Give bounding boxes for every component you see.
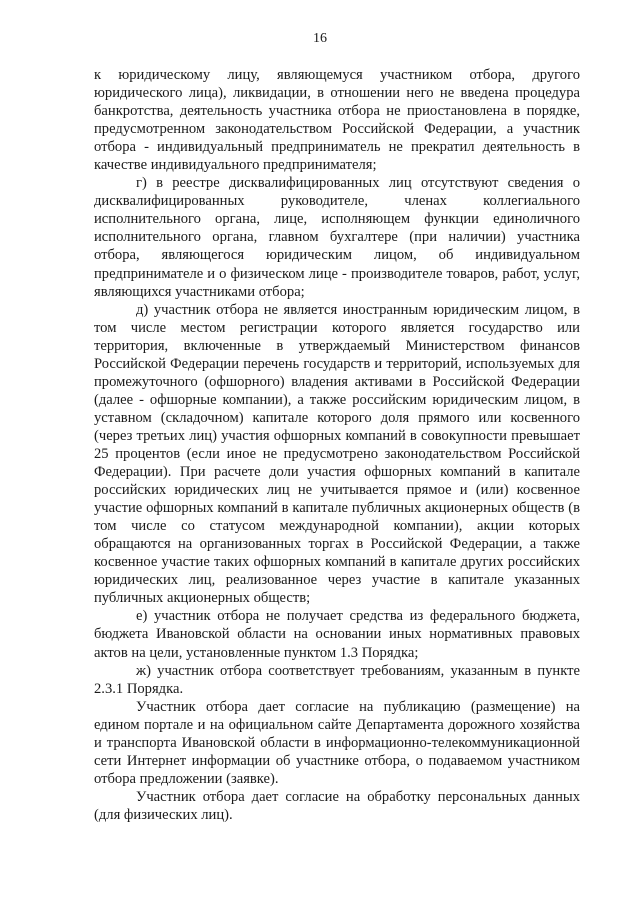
- paragraph-item-g: г) в реестре дисквалифицированных лиц отсутствуют сведения о дисквалифицированных руководителе, членах коллегиального исполнительного органа, лице, исполняющем функции единоличного исполнительного органа, главном бухгалтере (при наличии) участника отбора, являющегося юридическим лицом, об индивидуальном предпринимателе и о физическом лице - производителе товаров, работ, услуг, являющихся участниками отбора;: [94, 175, 580, 300]
- paragraph-item-e: е) участник отбора не получает средства из федерального бюджета, бюджета Ивановской области на основании иных нормативных правовых актов на цели, установленные пунктом 1.3 Порядка;: [94, 608, 580, 661]
- document-body: [94, 66, 580, 824]
- paragraph-continuation: к юридическому лицу, являющемуся участником отбора, другого юридического лица), ликвидации, в отношении него не введена процедура банкротства, деятельность участника отбора не приостановлена в порядке, предусмотренном законодательством Российской Федерации, а участник отбора - индивидуальный предприниматель не прекратил деятельность в качестве индивидуального предпринимателя;: [94, 67, 580, 174]
- paragraph-consent-personal-data: Участник отбора дает согласие на обработку персональных данных (для физических лиц).: [94, 788, 580, 823]
- page-number: 16: [313, 31, 327, 46]
- paragraph-item-d: д) участник отбора не является иностранным юридическим лицом, в том числе местом регистрации которого является государство или территория, включенные в утверждаемый Министерством финансов Российской Федерации перечень государств и территорий, используемых для промежуточного (офшорного) владения активами в Российской Федерации (далее - офшорные компании), а также российским юридическим лицом, в уставном (складочном) капитале которого доля прямого или косвенного (через третьих лиц) участия офшорных компаний в совокупности превышает 25 процентов (если иное не предусмотрено законодательством Российской Федерации). При расчете доли участия офшорных компаний в капитале российских юридических лиц не учитывается прямое и (или) косвенное участие офшорных компаний в капитале публичных акционерных обществ (в том числе со статусом международной компании), акции которых обращаются на организованных торгах в Российской Федерации, а также косвенное участие таких офшорных компаний в капитале других российских юридических лиц, реализованное через участие в капитале указанных публичных акционерных обществ;: [94, 301, 580, 607]
- paragraph-consent-publication: Участник отбора дает согласие на публикацию (размещение) на едином портале и на официальном сайте Департамента дорожного хозяйства и транспорта Ивановской области в информационно-телекоммуникационной сети Интернет информации об участнике отбора, о подаваемом участником отбора предложении (заявке).: [94, 698, 580, 787]
- paragraph-item-zh: ж) участник отбора соответствует требованиям, указанным в пункте 2.3.1 Порядка.: [94, 662, 580, 697]
